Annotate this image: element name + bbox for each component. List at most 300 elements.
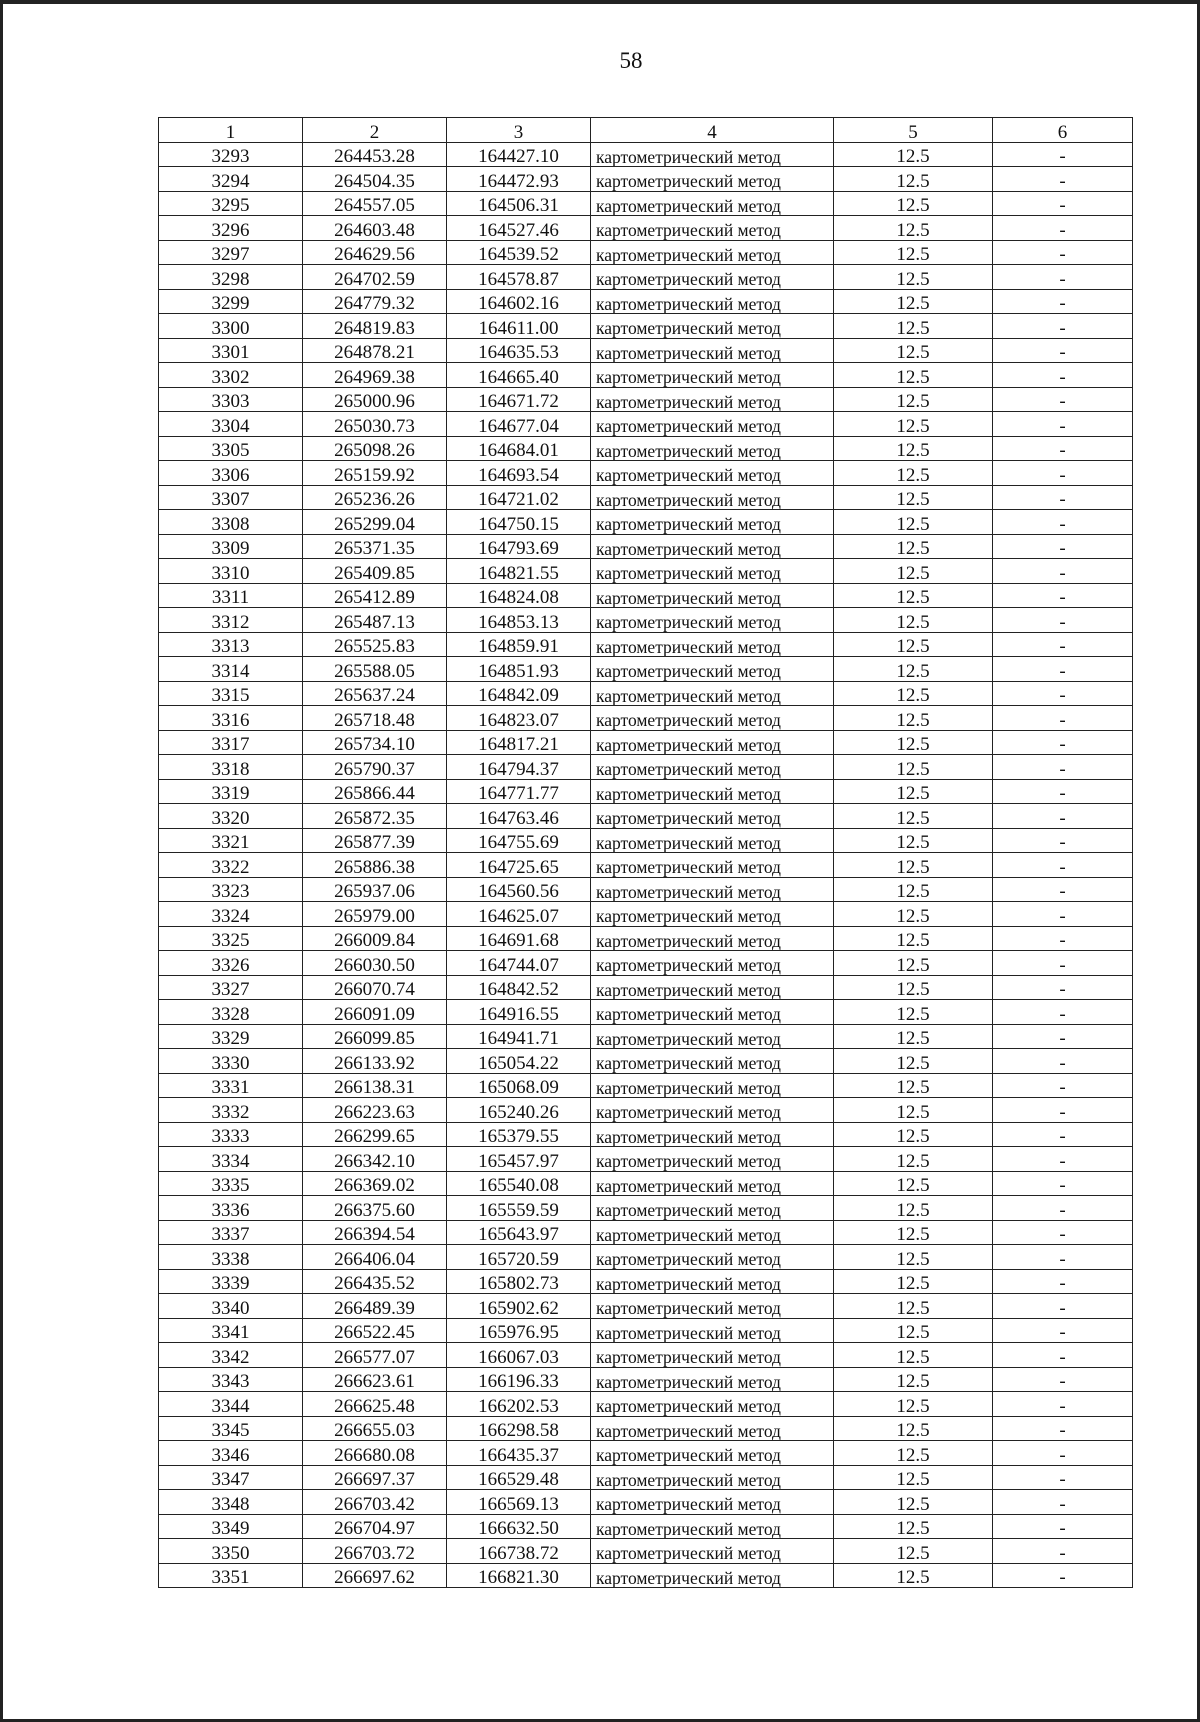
table-row bbox=[159, 804, 1133, 829]
y-coordinate-cell: 165643.97 bbox=[447, 1220, 591, 1245]
x-coordinate-cell: 266697.37 bbox=[303, 1465, 447, 1490]
table-row bbox=[159, 1343, 1133, 1368]
page-number: 58 bbox=[619, 48, 643, 73]
accuracy-cell: 12.5 bbox=[834, 1563, 993, 1588]
method-cell: картометрический метод bbox=[591, 461, 834, 486]
point-number-cell: 3314 bbox=[159, 657, 303, 682]
note-cell: - bbox=[993, 804, 1133, 829]
method-cell: картометрический метод bbox=[591, 412, 834, 437]
column-header-6: 6 bbox=[993, 118, 1133, 143]
y-coordinate-cell: 166821.30 bbox=[447, 1563, 591, 1588]
note-cell: - bbox=[993, 289, 1133, 314]
y-coordinate-cell: 165240.26 bbox=[447, 1098, 591, 1123]
note-cell: - bbox=[993, 632, 1133, 657]
table-row bbox=[159, 1441, 1133, 1466]
method-cell: картометрический метод bbox=[591, 608, 834, 633]
x-coordinate-cell: 266009.84 bbox=[303, 926, 447, 951]
y-coordinate-cell: 164635.53 bbox=[447, 338, 591, 363]
table-row bbox=[159, 828, 1133, 853]
method-cell: картометрический метод bbox=[591, 1269, 834, 1294]
accuracy-cell: 12.5 bbox=[834, 412, 993, 437]
point-number-cell: 3340 bbox=[159, 1294, 303, 1319]
point-number-cell: 3323 bbox=[159, 877, 303, 902]
accuracy-cell: 12.5 bbox=[834, 926, 993, 951]
point-number-cell: 3298 bbox=[159, 265, 303, 290]
point-number-cell: 3329 bbox=[159, 1024, 303, 1049]
y-coordinate-cell: 164851.93 bbox=[447, 657, 591, 682]
y-coordinate-cell: 165379.55 bbox=[447, 1122, 591, 1147]
accuracy-cell: 12.5 bbox=[834, 828, 993, 853]
table-row bbox=[159, 1514, 1133, 1539]
accuracy-cell: 12.5 bbox=[834, 338, 993, 363]
x-coordinate-cell: 265877.39 bbox=[303, 828, 447, 853]
accuracy-cell: 12.5 bbox=[834, 167, 993, 192]
x-coordinate-cell: 265886.38 bbox=[303, 853, 447, 878]
column-header-5: 5 bbox=[834, 118, 993, 143]
note-cell: - bbox=[993, 1392, 1133, 1417]
x-coordinate-cell: 265371.35 bbox=[303, 534, 447, 559]
point-number-cell: 3333 bbox=[159, 1122, 303, 1147]
x-coordinate-cell: 265487.13 bbox=[303, 608, 447, 633]
point-number-cell: 3325 bbox=[159, 926, 303, 951]
accuracy-cell: 12.5 bbox=[834, 1514, 993, 1539]
table-row bbox=[159, 1171, 1133, 1196]
accuracy-cell: 12.5 bbox=[834, 877, 993, 902]
method-cell: картометрический метод bbox=[591, 1000, 834, 1025]
x-coordinate-cell: 266133.92 bbox=[303, 1049, 447, 1074]
y-coordinate-cell: 166529.48 bbox=[447, 1465, 591, 1490]
accuracy-cell: 12.5 bbox=[834, 1000, 993, 1025]
point-number-cell: 3296 bbox=[159, 216, 303, 241]
table-row bbox=[159, 1318, 1133, 1343]
table-row bbox=[159, 853, 1133, 878]
method-cell: картометрический метод bbox=[591, 485, 834, 510]
note-cell: - bbox=[993, 436, 1133, 461]
method-cell: картометрический метод bbox=[591, 1171, 834, 1196]
table-row bbox=[159, 412, 1133, 437]
x-coordinate-cell: 264557.05 bbox=[303, 191, 447, 216]
table-row bbox=[159, 632, 1133, 657]
header-row bbox=[159, 118, 1133, 143]
y-coordinate-cell: 164763.46 bbox=[447, 804, 591, 829]
y-coordinate-cell: 164794.37 bbox=[447, 755, 591, 780]
x-coordinate-cell: 264878.21 bbox=[303, 338, 447, 363]
accuracy-cell: 12.5 bbox=[834, 387, 993, 412]
note-cell: - bbox=[993, 779, 1133, 804]
table-row bbox=[159, 779, 1133, 804]
table-row bbox=[159, 1245, 1133, 1270]
x-coordinate-cell: 265637.24 bbox=[303, 681, 447, 706]
y-coordinate-cell: 164684.01 bbox=[447, 436, 591, 461]
table-body bbox=[159, 142, 1133, 1588]
accuracy-cell: 12.5 bbox=[834, 436, 993, 461]
y-coordinate-cell: 164721.02 bbox=[447, 485, 591, 510]
table-row bbox=[159, 902, 1133, 927]
x-coordinate-cell: 264819.83 bbox=[303, 314, 447, 339]
accuracy-cell: 12.5 bbox=[834, 363, 993, 388]
point-number-cell: 3320 bbox=[159, 804, 303, 829]
accuracy-cell: 12.5 bbox=[834, 1122, 993, 1147]
note-cell: - bbox=[993, 730, 1133, 755]
point-number-cell: 3346 bbox=[159, 1441, 303, 1466]
note-cell: - bbox=[993, 1514, 1133, 1539]
note-cell: - bbox=[993, 951, 1133, 976]
table-row bbox=[159, 1539, 1133, 1564]
y-coordinate-cell: 164693.54 bbox=[447, 461, 591, 486]
method-cell: картометрический метод bbox=[591, 951, 834, 976]
point-number-cell: 3342 bbox=[159, 1343, 303, 1368]
table-row bbox=[159, 730, 1133, 755]
table-row bbox=[159, 559, 1133, 584]
method-cell: картометрический метод bbox=[591, 1245, 834, 1270]
x-coordinate-cell: 266680.08 bbox=[303, 1441, 447, 1466]
table-row bbox=[159, 1049, 1133, 1074]
note-cell: - bbox=[993, 363, 1133, 388]
point-number-cell: 3315 bbox=[159, 681, 303, 706]
note-cell: - bbox=[993, 1343, 1133, 1368]
note-cell: - bbox=[993, 1220, 1133, 1245]
accuracy-cell: 12.5 bbox=[834, 632, 993, 657]
y-coordinate-cell: 164750.15 bbox=[447, 510, 591, 535]
table-row bbox=[159, 681, 1133, 706]
note-cell: - bbox=[993, 926, 1133, 951]
accuracy-cell: 12.5 bbox=[834, 1416, 993, 1441]
note-cell: - bbox=[993, 1318, 1133, 1343]
note-cell: - bbox=[993, 1416, 1133, 1441]
table-row bbox=[159, 1220, 1133, 1245]
x-coordinate-cell: 266655.03 bbox=[303, 1416, 447, 1441]
x-coordinate-cell: 265718.48 bbox=[303, 706, 447, 731]
note-cell: - bbox=[993, 191, 1133, 216]
point-number-cell: 3307 bbox=[159, 485, 303, 510]
x-coordinate-cell: 265937.06 bbox=[303, 877, 447, 902]
note-cell: - bbox=[993, 510, 1133, 535]
x-coordinate-cell: 266091.09 bbox=[303, 1000, 447, 1025]
method-cell: картометрический метод bbox=[591, 804, 834, 829]
y-coordinate-cell: 165457.97 bbox=[447, 1147, 591, 1172]
table-row bbox=[159, 1563, 1133, 1588]
column-header-3: 3 bbox=[447, 118, 591, 143]
accuracy-cell: 12.5 bbox=[834, 1024, 993, 1049]
method-cell: картометрический метод bbox=[591, 167, 834, 192]
note-cell: - bbox=[993, 461, 1133, 486]
method-cell: картометрический метод bbox=[591, 1294, 834, 1319]
x-coordinate-cell: 266342.10 bbox=[303, 1147, 447, 1172]
note-cell: - bbox=[993, 1563, 1133, 1588]
table-row bbox=[159, 1073, 1133, 1098]
point-number-cell: 3336 bbox=[159, 1196, 303, 1221]
column-header-2: 2 bbox=[303, 118, 447, 143]
method-cell: картометрический метод bbox=[591, 926, 834, 951]
y-coordinate-cell: 164677.04 bbox=[447, 412, 591, 437]
y-coordinate-cell: 164916.55 bbox=[447, 1000, 591, 1025]
x-coordinate-cell: 265409.85 bbox=[303, 559, 447, 584]
accuracy-cell: 12.5 bbox=[834, 461, 993, 486]
point-number-cell: 3295 bbox=[159, 191, 303, 216]
accuracy-cell: 12.5 bbox=[834, 142, 993, 167]
method-cell: картометрический метод bbox=[591, 706, 834, 731]
note-cell: - bbox=[993, 902, 1133, 927]
accuracy-cell: 12.5 bbox=[834, 1465, 993, 1490]
note-cell: - bbox=[993, 1122, 1133, 1147]
y-coordinate-cell: 164859.91 bbox=[447, 632, 591, 657]
x-coordinate-cell: 264629.56 bbox=[303, 240, 447, 265]
x-coordinate-cell: 266704.97 bbox=[303, 1514, 447, 1539]
accuracy-cell: 12.5 bbox=[834, 1196, 993, 1221]
x-coordinate-cell: 266369.02 bbox=[303, 1171, 447, 1196]
y-coordinate-cell: 166632.50 bbox=[447, 1514, 591, 1539]
x-coordinate-cell: 265525.83 bbox=[303, 632, 447, 657]
point-number-cell: 3337 bbox=[159, 1220, 303, 1245]
accuracy-cell: 12.5 bbox=[834, 1269, 993, 1294]
method-cell: картометрический метод bbox=[591, 436, 834, 461]
method-cell: картометрический метод bbox=[591, 387, 834, 412]
point-number-cell: 3347 bbox=[159, 1465, 303, 1490]
y-coordinate-cell: 165559.59 bbox=[447, 1196, 591, 1221]
table-row bbox=[159, 314, 1133, 339]
point-number-cell: 3305 bbox=[159, 436, 303, 461]
table-row bbox=[159, 485, 1133, 510]
note-cell: - bbox=[993, 1294, 1133, 1319]
table-row bbox=[159, 1392, 1133, 1417]
table-row bbox=[159, 1367, 1133, 1392]
note-cell: - bbox=[993, 1073, 1133, 1098]
x-coordinate-cell: 266697.62 bbox=[303, 1563, 447, 1588]
point-number-cell: 3332 bbox=[159, 1098, 303, 1123]
x-coordinate-cell: 266625.48 bbox=[303, 1392, 447, 1417]
note-cell: - bbox=[993, 338, 1133, 363]
y-coordinate-cell: 164472.93 bbox=[447, 167, 591, 192]
table-row bbox=[159, 240, 1133, 265]
x-coordinate-cell: 265979.00 bbox=[303, 902, 447, 927]
note-cell: - bbox=[993, 1024, 1133, 1049]
y-coordinate-cell: 164824.08 bbox=[447, 583, 591, 608]
method-cell: картометрический метод bbox=[591, 1196, 834, 1221]
point-number-cell: 3321 bbox=[159, 828, 303, 853]
accuracy-cell: 12.5 bbox=[834, 510, 993, 535]
method-cell: картометрический метод bbox=[591, 1367, 834, 1392]
y-coordinate-cell: 164725.65 bbox=[447, 853, 591, 878]
y-coordinate-cell: 165976.95 bbox=[447, 1318, 591, 1343]
method-cell: картометрический метод bbox=[591, 1539, 834, 1564]
accuracy-cell: 12.5 bbox=[834, 583, 993, 608]
point-number-cell: 3331 bbox=[159, 1073, 303, 1098]
y-coordinate-cell: 164744.07 bbox=[447, 951, 591, 976]
table-row bbox=[159, 583, 1133, 608]
table-row bbox=[159, 436, 1133, 461]
x-coordinate-cell: 265030.73 bbox=[303, 412, 447, 437]
note-cell: - bbox=[993, 975, 1133, 1000]
point-number-cell: 3319 bbox=[159, 779, 303, 804]
table-row bbox=[159, 338, 1133, 363]
method-cell: картометрический метод bbox=[591, 338, 834, 363]
accuracy-cell: 12.5 bbox=[834, 730, 993, 755]
y-coordinate-cell: 165054.22 bbox=[447, 1049, 591, 1074]
note-cell: - bbox=[993, 142, 1133, 167]
table-row bbox=[159, 1147, 1133, 1172]
table-header bbox=[159, 118, 1133, 143]
note-cell: - bbox=[993, 657, 1133, 682]
point-number-cell: 3343 bbox=[159, 1367, 303, 1392]
method-cell: картометрический метод bbox=[591, 779, 834, 804]
y-coordinate-cell: 164793.69 bbox=[447, 534, 591, 559]
point-number-cell: 3308 bbox=[159, 510, 303, 535]
x-coordinate-cell: 266623.61 bbox=[303, 1367, 447, 1392]
point-number-cell: 3300 bbox=[159, 314, 303, 339]
accuracy-cell: 12.5 bbox=[834, 1392, 993, 1417]
y-coordinate-cell: 164771.77 bbox=[447, 779, 591, 804]
table-row bbox=[159, 1465, 1133, 1490]
method-cell: картометрический метод bbox=[591, 1122, 834, 1147]
method-cell: картометрический метод bbox=[591, 216, 834, 241]
y-coordinate-cell: 164665.40 bbox=[447, 363, 591, 388]
method-cell: картометрический метод bbox=[591, 755, 834, 780]
method-cell: картометрический метод bbox=[591, 1392, 834, 1417]
accuracy-cell: 12.5 bbox=[834, 1245, 993, 1270]
x-coordinate-cell: 265790.37 bbox=[303, 755, 447, 780]
accuracy-cell: 12.5 bbox=[834, 706, 993, 731]
note-cell: - bbox=[993, 608, 1133, 633]
note-cell: - bbox=[993, 240, 1133, 265]
note-cell: - bbox=[993, 1465, 1133, 1490]
table-row bbox=[159, 657, 1133, 682]
table-row bbox=[159, 1196, 1133, 1221]
note-cell: - bbox=[993, 265, 1133, 290]
note-cell: - bbox=[993, 387, 1133, 412]
accuracy-cell: 12.5 bbox=[834, 314, 993, 339]
note-cell: - bbox=[993, 1000, 1133, 1025]
method-cell: картометрический метод bbox=[591, 1514, 834, 1539]
point-number-cell: 3303 bbox=[159, 387, 303, 412]
point-number-cell: 3348 bbox=[159, 1490, 303, 1515]
y-coordinate-cell: 164527.46 bbox=[447, 216, 591, 241]
point-number-cell: 3334 bbox=[159, 1147, 303, 1172]
x-coordinate-cell: 266577.07 bbox=[303, 1343, 447, 1368]
point-number-cell: 3345 bbox=[159, 1416, 303, 1441]
accuracy-cell: 12.5 bbox=[834, 1539, 993, 1564]
x-coordinate-cell: 266070.74 bbox=[303, 975, 447, 1000]
table-row bbox=[159, 1000, 1133, 1025]
point-number-cell: 3328 bbox=[159, 1000, 303, 1025]
x-coordinate-cell: 266406.04 bbox=[303, 1245, 447, 1270]
x-coordinate-cell: 265236.26 bbox=[303, 485, 447, 510]
y-coordinate-cell: 164691.68 bbox=[447, 926, 591, 951]
table-row bbox=[159, 877, 1133, 902]
point-number-cell: 3297 bbox=[159, 240, 303, 265]
note-cell: - bbox=[993, 1098, 1133, 1123]
point-number-cell: 3316 bbox=[159, 706, 303, 731]
y-coordinate-cell: 164560.56 bbox=[447, 877, 591, 902]
point-number-cell: 3330 bbox=[159, 1049, 303, 1074]
method-cell: картометрический метод bbox=[591, 1465, 834, 1490]
table-row bbox=[159, 510, 1133, 535]
point-number-cell: 3322 bbox=[159, 853, 303, 878]
x-coordinate-cell: 265588.05 bbox=[303, 657, 447, 682]
accuracy-cell: 12.5 bbox=[834, 1220, 993, 1245]
x-coordinate-cell: 264603.48 bbox=[303, 216, 447, 241]
method-cell: картометрический метод bbox=[591, 240, 834, 265]
note-cell: - bbox=[993, 706, 1133, 731]
point-number-cell: 3349 bbox=[159, 1514, 303, 1539]
method-cell: картометрический метод bbox=[591, 1563, 834, 1588]
note-cell: - bbox=[993, 534, 1133, 559]
x-coordinate-cell: 265098.26 bbox=[303, 436, 447, 461]
x-coordinate-cell: 265412.89 bbox=[303, 583, 447, 608]
accuracy-cell: 12.5 bbox=[834, 1171, 993, 1196]
y-coordinate-cell: 164602.16 bbox=[447, 289, 591, 314]
method-cell: картометрический метод bbox=[591, 1049, 834, 1074]
y-coordinate-cell: 165902.62 bbox=[447, 1294, 591, 1319]
method-cell: картометрический метод bbox=[591, 1490, 834, 1515]
accuracy-cell: 12.5 bbox=[834, 1441, 993, 1466]
method-cell: картометрический метод bbox=[591, 1073, 834, 1098]
accuracy-cell: 12.5 bbox=[834, 1098, 993, 1123]
y-coordinate-cell: 164539.52 bbox=[447, 240, 591, 265]
y-coordinate-cell: 166202.53 bbox=[447, 1392, 591, 1417]
accuracy-cell: 12.5 bbox=[834, 1490, 993, 1515]
table-row bbox=[159, 1294, 1133, 1319]
x-coordinate-cell: 266223.63 bbox=[303, 1098, 447, 1123]
accuracy-cell: 12.5 bbox=[834, 657, 993, 682]
method-cell: картометрический метод bbox=[591, 1441, 834, 1466]
method-cell: картометрический метод bbox=[591, 1318, 834, 1343]
x-coordinate-cell: 266435.52 bbox=[303, 1269, 447, 1294]
x-coordinate-cell: 266299.65 bbox=[303, 1122, 447, 1147]
point-number-cell: 3313 bbox=[159, 632, 303, 657]
y-coordinate-cell: 164578.87 bbox=[447, 265, 591, 290]
table-row bbox=[159, 1490, 1133, 1515]
note-cell: - bbox=[993, 1490, 1133, 1515]
note-cell: - bbox=[993, 559, 1133, 584]
point-number-cell: 3324 bbox=[159, 902, 303, 927]
table-row bbox=[159, 1269, 1133, 1294]
point-number-cell: 3311 bbox=[159, 583, 303, 608]
x-coordinate-cell: 265299.04 bbox=[303, 510, 447, 535]
note-cell: - bbox=[993, 877, 1133, 902]
y-coordinate-cell: 164821.55 bbox=[447, 559, 591, 584]
x-coordinate-cell: 266030.50 bbox=[303, 951, 447, 976]
method-cell: картометрический метод bbox=[591, 657, 834, 682]
point-number-cell: 3317 bbox=[159, 730, 303, 755]
point-number-cell: 3341 bbox=[159, 1318, 303, 1343]
note-cell: - bbox=[993, 1269, 1133, 1294]
y-coordinate-cell: 164842.09 bbox=[447, 681, 591, 706]
method-cell: картометрический метод bbox=[591, 853, 834, 878]
note-cell: - bbox=[993, 853, 1133, 878]
coordinates-table bbox=[158, 117, 1133, 1588]
point-number-cell: 3318 bbox=[159, 755, 303, 780]
x-coordinate-cell: 264504.35 bbox=[303, 167, 447, 192]
table-row bbox=[159, 1024, 1133, 1049]
method-cell: картометрический метод bbox=[591, 1416, 834, 1441]
note-cell: - bbox=[993, 167, 1133, 192]
table-row bbox=[159, 534, 1133, 559]
note-cell: - bbox=[993, 828, 1133, 853]
table-row bbox=[159, 363, 1133, 388]
column-header-1: 1 bbox=[159, 118, 303, 143]
point-number-cell: 3335 bbox=[159, 1171, 303, 1196]
x-coordinate-cell: 266375.60 bbox=[303, 1196, 447, 1221]
point-number-cell: 3326 bbox=[159, 951, 303, 976]
accuracy-cell: 12.5 bbox=[834, 265, 993, 290]
note-cell: - bbox=[993, 1171, 1133, 1196]
y-coordinate-cell: 164823.07 bbox=[447, 706, 591, 731]
note-cell: - bbox=[993, 1539, 1133, 1564]
method-cell: картометрический метод bbox=[591, 828, 834, 853]
method-cell: картометрический метод bbox=[591, 632, 834, 657]
table-row bbox=[159, 1122, 1133, 1147]
accuracy-cell: 12.5 bbox=[834, 1147, 993, 1172]
